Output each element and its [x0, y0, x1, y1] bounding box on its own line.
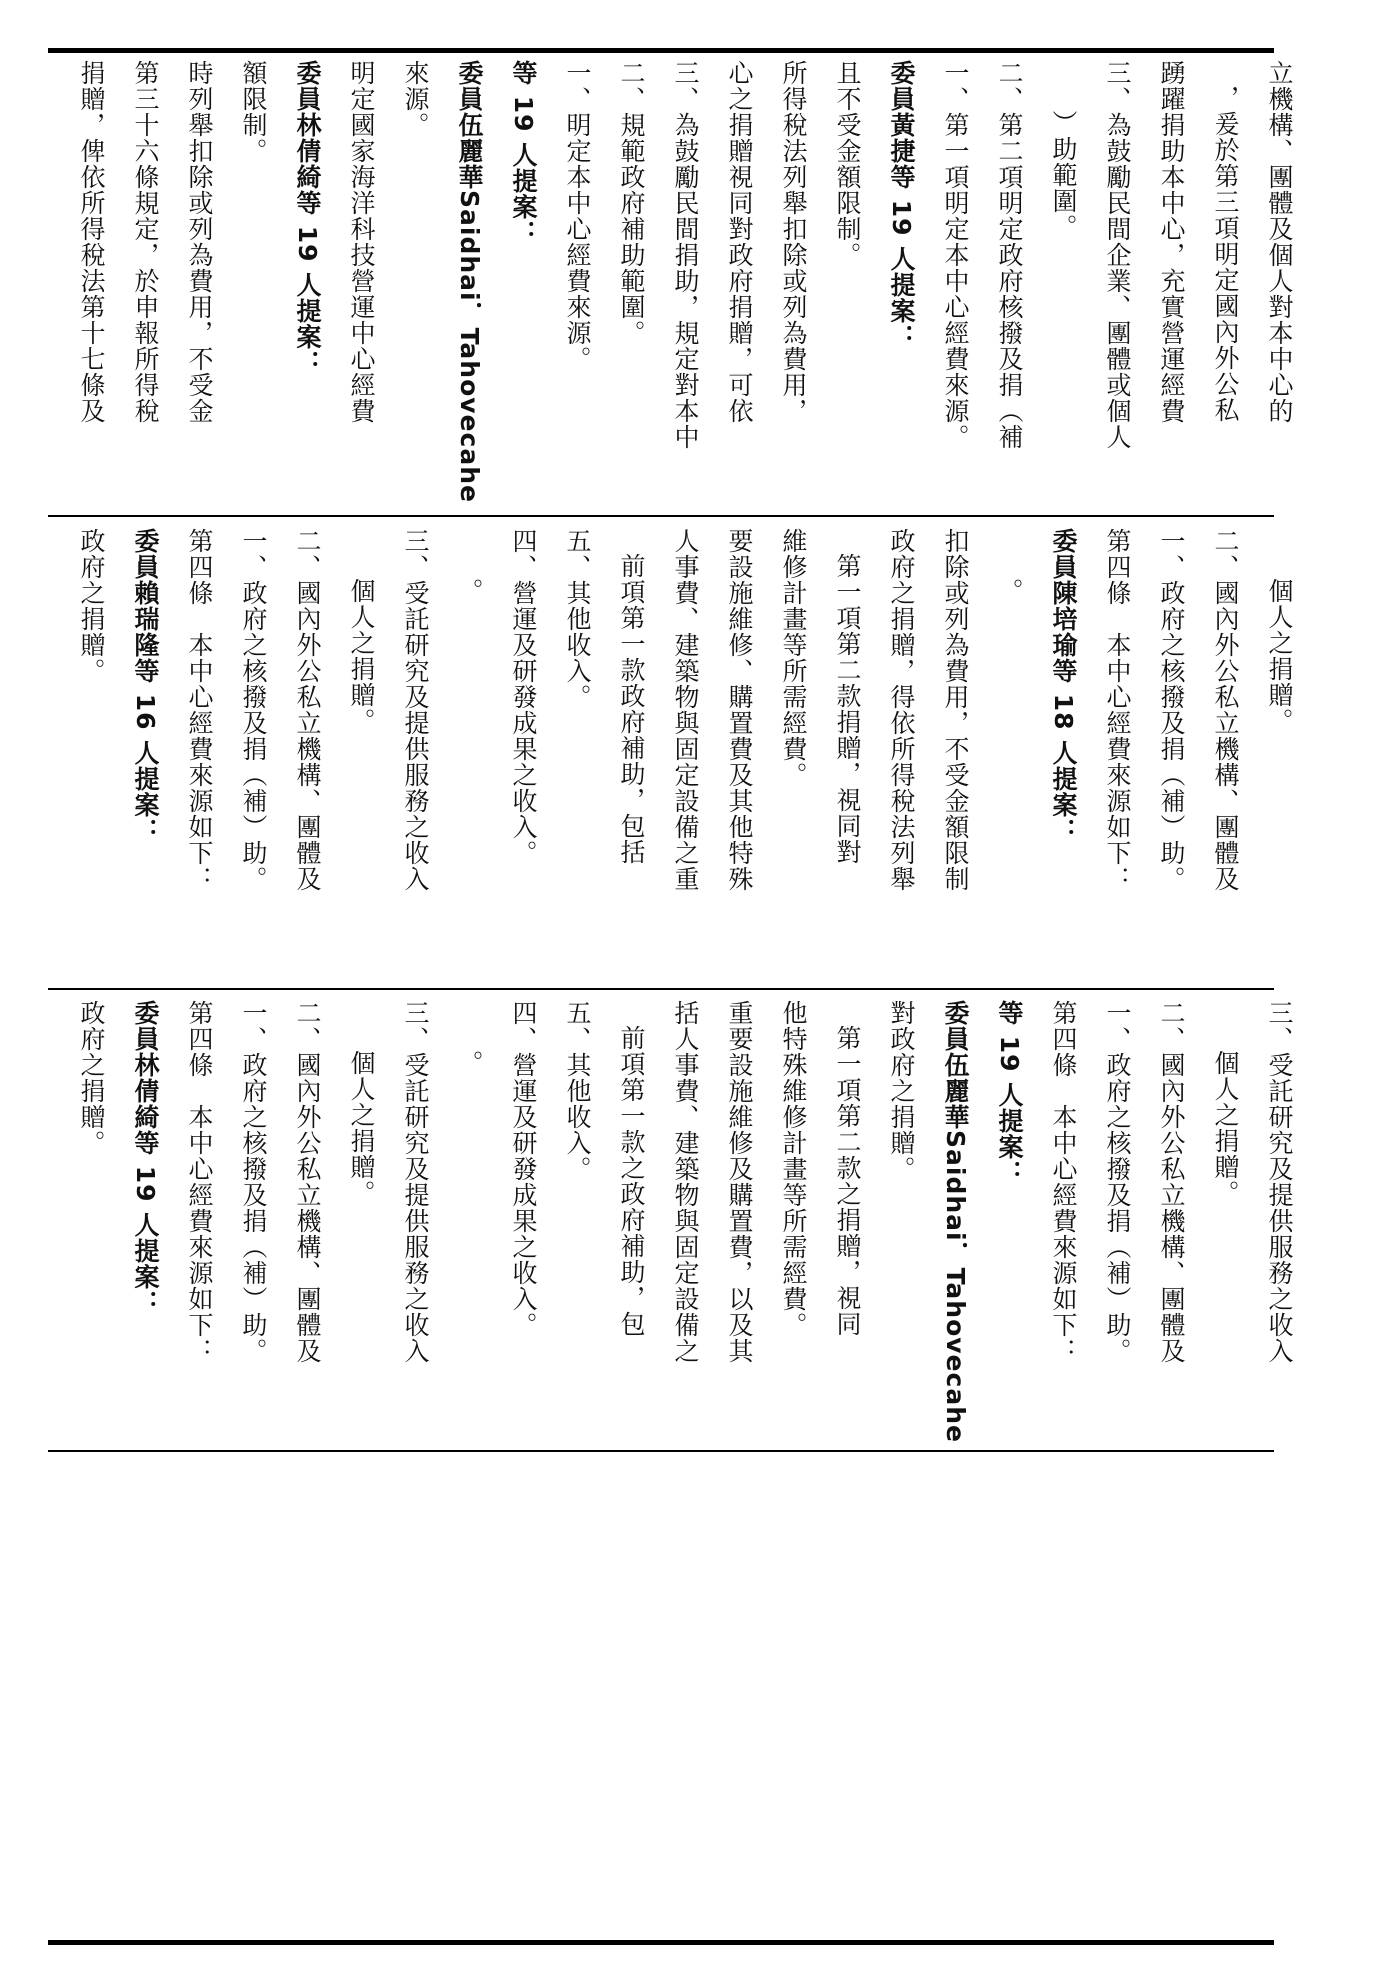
section-divider-1 [48, 515, 1274, 517]
text-line: 第四條 本中心經費來源如下： [185, 1000, 214, 1364]
text-line: 重要設施維修及購置費，以及其 [725, 1000, 754, 1364]
text-line: 二、國內外公私立機構、團體及 [1211, 528, 1240, 892]
text-line: 政府之捐贈，得依所得稅法列舉 [887, 528, 916, 892]
text-line: 第四條 本中心經費來源如下： [1103, 528, 1132, 892]
text-line: 一、明定本中心經費來源。 [563, 60, 592, 372]
text-line: 明定國家海洋科技營運中心經費 [347, 60, 376, 424]
top-rule [48, 48, 1274, 53]
section-divider-3 [48, 1450, 1274, 1452]
text-line: 人事費、建築物與固定設備之重 [671, 528, 700, 892]
text-line: ）助範圍。 [1049, 110, 1078, 240]
text-line: 捐贈，俾依所得稅法第十七條及 [77, 60, 106, 424]
text-line: 五、其他收入。 [563, 528, 592, 710]
bottom-rule [48, 1940, 1274, 1945]
text-line: 所得稅法列舉扣除或列為費用， [779, 60, 808, 424]
text-line: 來源。 [401, 60, 430, 138]
text-line: 委員賴瑞隆等 16 人提案： [131, 528, 160, 845]
text-line: 第四條 本中心經費來源如下： [1049, 1000, 1078, 1364]
text-line: 一、政府之核撥及捐（補）助。 [1157, 528, 1186, 892]
text-line: 時列舉扣除或列為費用，不受金 [185, 60, 214, 424]
text-line: 三、為鼓勵民間企業、團體或個人 [1103, 60, 1132, 450]
text-line: 二、規範政府補助範圍。 [617, 60, 646, 346]
text-line: 個人之捐贈。 [347, 578, 376, 734]
top-text-block [64, 60, 1294, 503]
text-line: 踴躍捐助本中心，充實營運經費 [1157, 60, 1186, 424]
bottom-text-block [64, 1000, 1294, 1443]
text-line: 一、政府之核撥及捐（補）助。 [239, 528, 268, 892]
text-line: 第三十六條規定，於申報所得稅 [131, 60, 160, 424]
text-line: 。 [455, 578, 484, 604]
text-line: 個人之捐贈。 [1265, 578, 1294, 734]
text-line: 委員林倩綺等 19 人提案： [131, 1000, 160, 1317]
text-line: 且不受金額限制。 [833, 60, 862, 268]
text-line: 委員陳培瑜等 18 人提案： [1049, 528, 1078, 845]
text-line: 個人之捐贈。 [347, 1050, 376, 1206]
text-line: 對政府之捐贈。 [887, 1000, 916, 1182]
text-line: 二、國內外公私立機構、團體及 [293, 528, 322, 892]
text-line: 三、為鼓勵民間捐助，規定對本中 [671, 60, 700, 450]
text-line: 。 [455, 1050, 484, 1076]
text-line: 等 19 人提案： [509, 60, 538, 247]
text-line: 要設施維修、購置費及其他特殊 [725, 528, 754, 892]
text-line: 等 19 人提案： [995, 1000, 1024, 1187]
text-line: 三、受託研究及提供服務之收入 [1265, 1000, 1294, 1364]
text-line: 維修計畫等所需經費。 [779, 528, 808, 788]
text-line: ，爰於第三項明定國內外公私 [1211, 85, 1240, 423]
text-line: 心之捐贈視同對政府捐贈，可依 [725, 60, 754, 424]
text-line: 個人之捐贈。 [1211, 1050, 1240, 1206]
text-line: 政府之捐贈。 [77, 528, 106, 684]
text-line: 三、受託研究及提供服務之收入 [401, 1000, 430, 1364]
text-line: 二、國內外公私立機構、團體及 [293, 1000, 322, 1364]
section-divider-2 [48, 988, 1274, 990]
text-line: 前項第一款之政府補助，包 [617, 1025, 646, 1337]
text-line: 委員伍麗華Saidhai．Tahovecahe [455, 60, 484, 503]
text-line: 一、政府之核撥及捐（補）助。 [1103, 1000, 1132, 1364]
text-line: 扣除或列為費用，不受金額限制 [941, 528, 970, 892]
text-line: 一、第一項明定本中心經費來源。 [941, 60, 970, 450]
text-line: 委員林倩綺等 19 人提案： [293, 60, 322, 377]
text-line: 第四條 本中心經費來源如下： [185, 528, 214, 892]
text-line: 四、營運及研發成果之收入。 [509, 528, 538, 866]
text-line: 一、政府之核撥及捐（補）助。 [239, 1000, 268, 1364]
text-line: 第一項第二款之捐贈，視同 [833, 1025, 862, 1337]
middle-text-block [64, 528, 1294, 978]
text-line: 前項第一款政府補助，包括 [617, 553, 646, 865]
text-line: 立機構、團體及個人對本中心的 [1265, 60, 1294, 424]
text-line: 括人事費、建築物與固定設備之 [671, 1000, 700, 1364]
text-line: 第一項第二款捐贈，視同對 [833, 553, 862, 865]
text-line: 委員伍麗華Saidhai．Tahovecahe [941, 1000, 970, 1443]
text-line: 五、其他收入。 [563, 1000, 592, 1182]
text-line: 。 [995, 578, 1024, 604]
text-line: 三、受託研究及提供服務之收入 [401, 528, 430, 892]
text-line: 政府之捐贈。 [77, 1000, 106, 1156]
text-line: 他特殊維修計畫等所需經費。 [779, 1000, 808, 1338]
text-line: 二、國內外公私立機構、團體及 [1157, 1000, 1186, 1364]
text-line: 委員黃捷等 19 人提案： [887, 60, 916, 351]
text-line: 額限制。 [239, 60, 268, 164]
text-line: 二、第二項明定政府核撥及捐（補 [995, 60, 1024, 450]
text-line: 四、營運及研發成果之收入。 [509, 1000, 538, 1338]
